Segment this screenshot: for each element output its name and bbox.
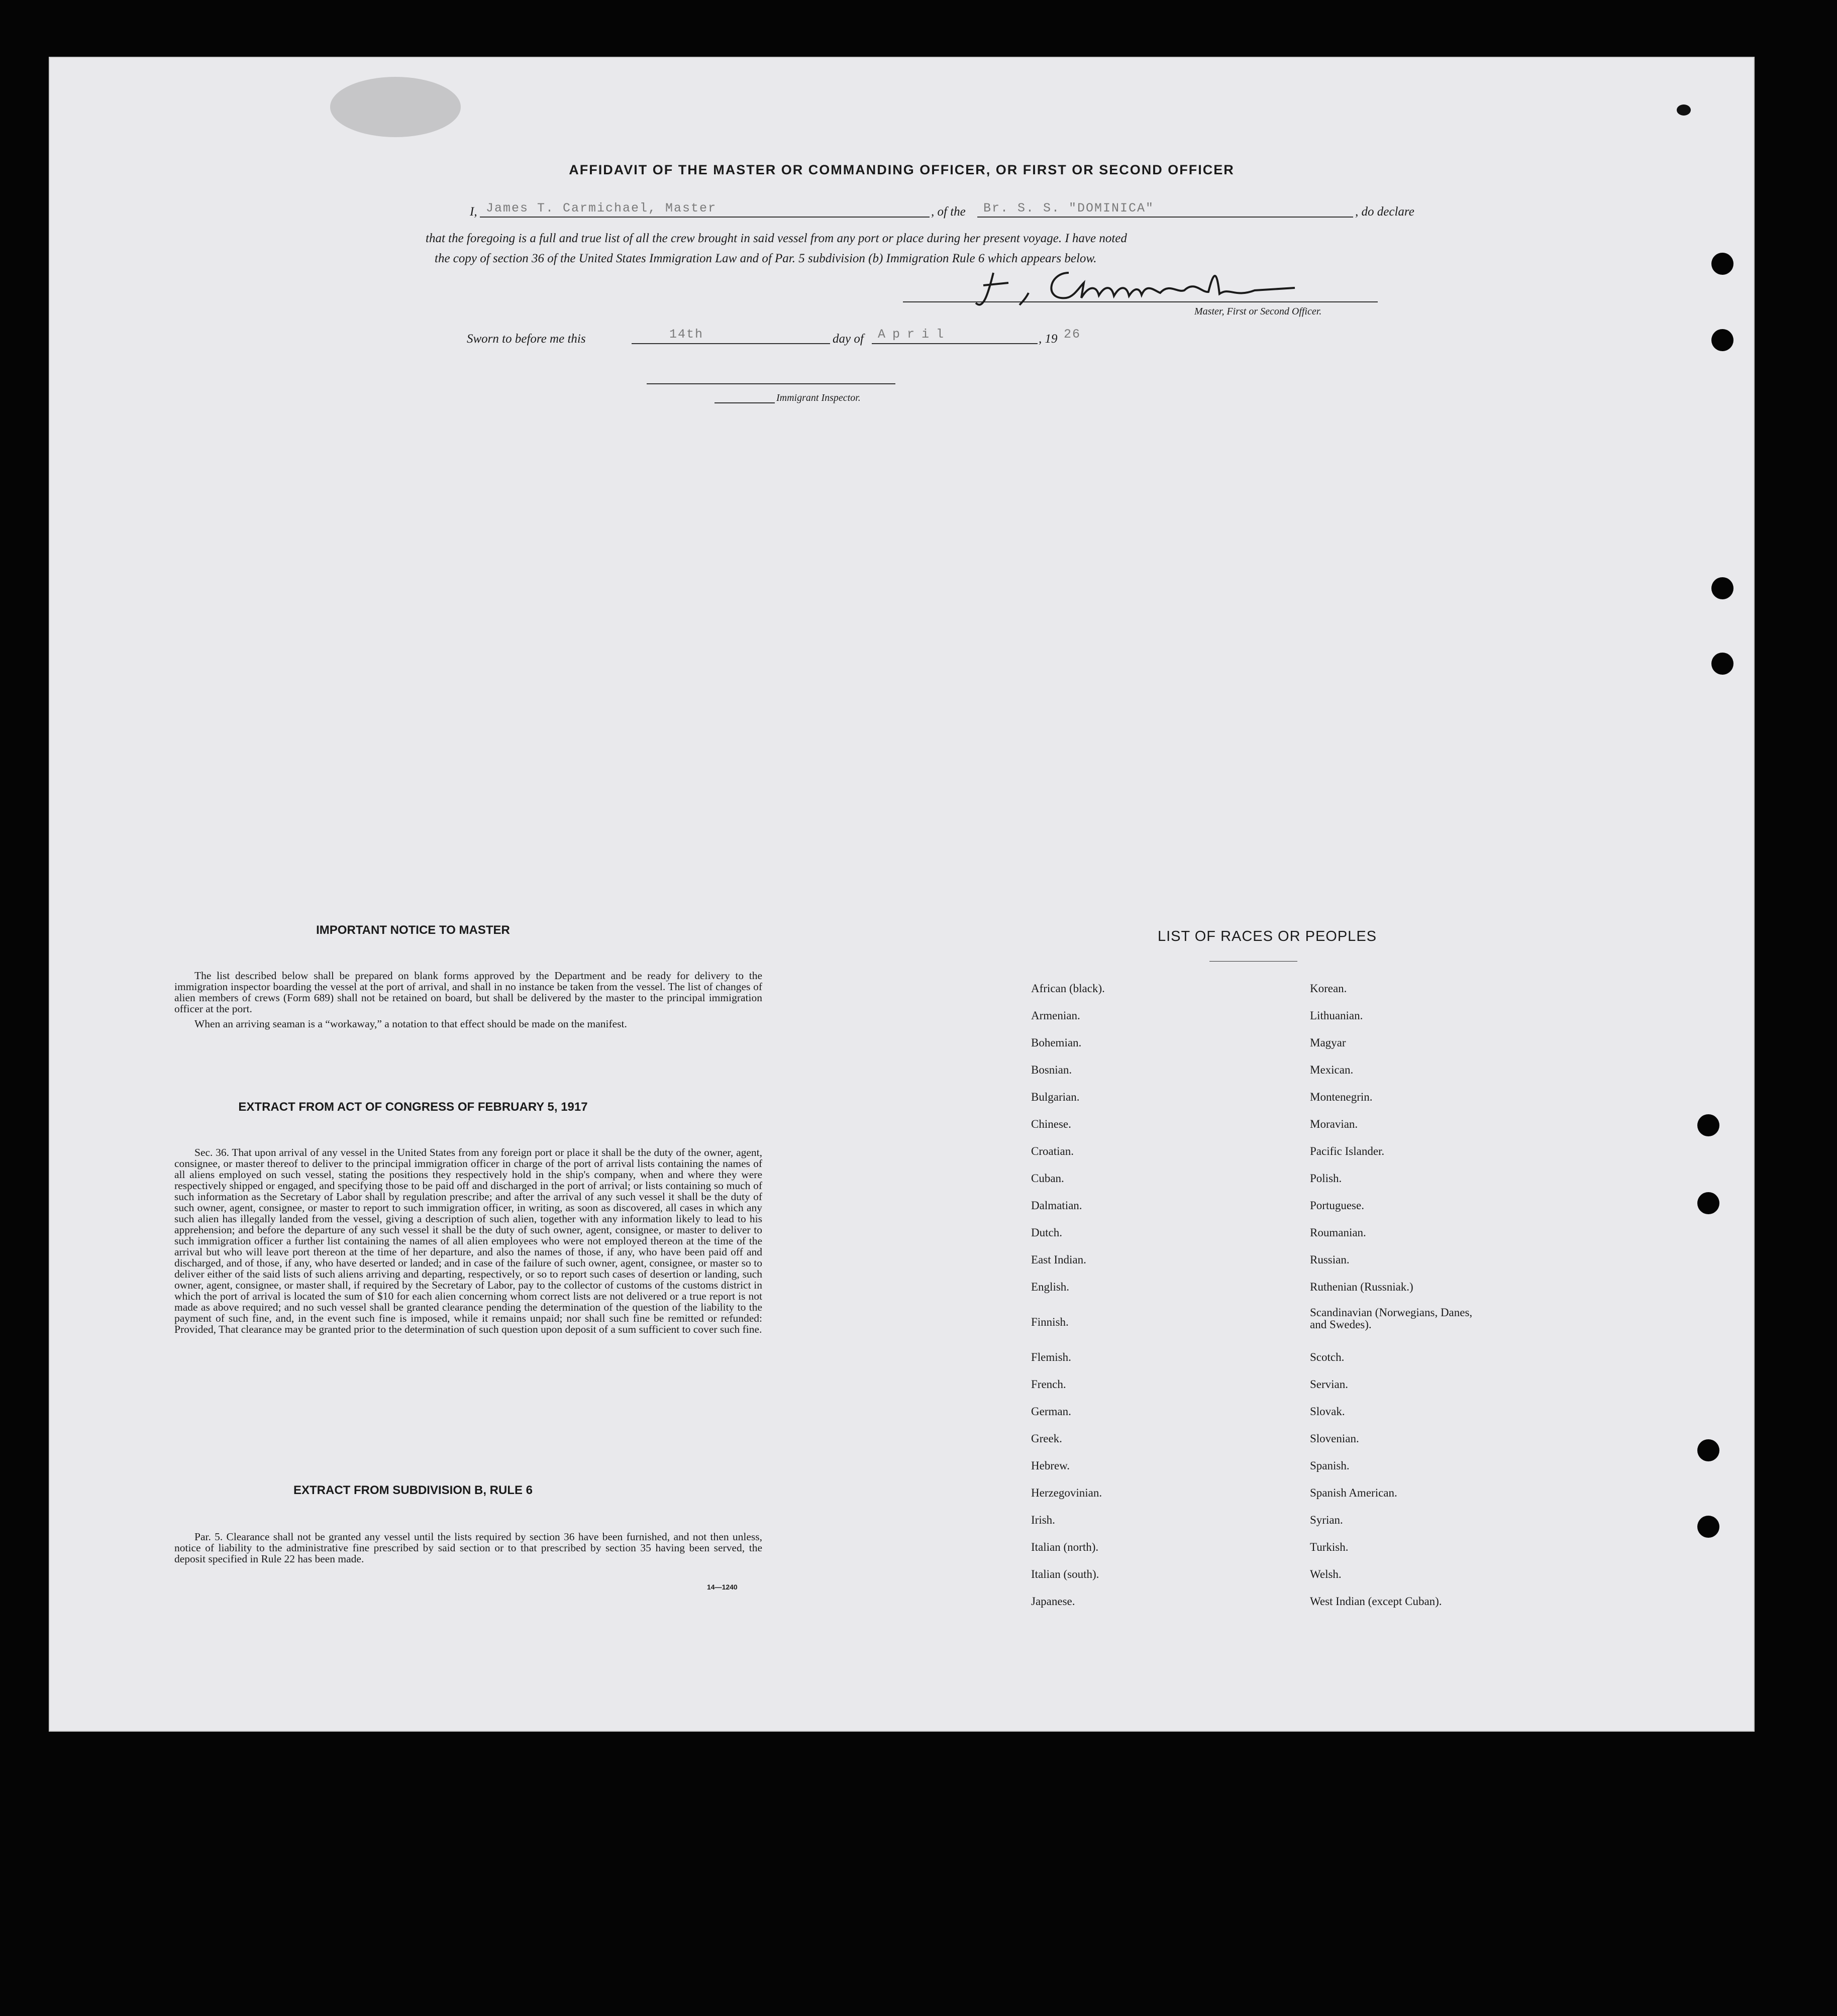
day-line	[632, 343, 830, 344]
do-declare-label: , do declare	[1355, 205, 1414, 219]
race-item: East Indian.	[1031, 1253, 1086, 1266]
race-item: Italian (south).	[1031, 1568, 1099, 1580]
form-number: 14—1240	[707, 1583, 738, 1591]
of-the-label: , of the	[931, 205, 966, 219]
race-item: Irish.	[1031, 1514, 1055, 1526]
affidavit-title: AFFIDAVIT OF THE MASTER OR COMMANDING OFFICER, OR FIRST OR SECOND OFFICER	[569, 162, 1235, 177]
notice-paragraph-1: The list described below shall be prepared on blank forms approved by the Department and be ready for delivery to the immigration inspector boarding the vessel at the port of arrival, and shall in no instance be taken from the vessel. The list of changes of alien members of crews (Form 689) shall not be retained on board, but shall be delivered by the master to the principal immigration officer at the port.	[174, 970, 762, 1015]
i-label: I,	[470, 205, 477, 219]
races-title: LIST OF RACES OR PEOPLES	[1157, 928, 1377, 944]
section-36-paragraph: Sec. 36. That upon arrival of any vessel in the United States from any foreign port or place it shall be the duty of the owner, agent, consignee, or master thereof to deliver to the principal immigration officer in charge of the port of arrival lists containing the names of all aliens employed on such vessel, stating the positions they respectively hold in the ship's company, when and where they were respectively shipped or engaged, and specifying those to be paid off and discharged in the port of arrival; or lists containing so much of such information as the Secretary of Labor shall by regulation prescribe; and after the arrival of any such vessel it shall be the duty of such owner, agent, consignee, or master to report to such immigration officer, in writing, as soon as discovered, all cases in which any such alien has illegally landed from the vessel, giving a description of such alien, together with any information likely to lead to his apprehension; and before the departure of any such vessel it shall be the duty of such owner, agent, consignee, or master to deliver to such immigration officer a further list containing the names of all alien employees who were not employed thereon at the time of the arrival but who will leave port thereon at the time of her departure, and also the names of those, if any, who have been paid off and discharged, and of those, if any, who have deserted or landed; and in case of the failure of such owner, agent, consignee, or master so to deliver either of the said lists of such aliens arriving and departing, respectively, or so to report such cases of desertion or landing, such owner, agent, consignee, or master shall, if required by the Secretary of Labor, pay to the collector of customs of the customs district in which the port of arrival is located the sum of $10 for each alien concerning whom correct lists are not delivered or a true report is not made as above required; and no such vessel shall be granted clearance pending the determination of the question of the liability to the payment of such fine, and, in the event such fine is imposed, while it remains unpaid; nor shall such fine be remitted or refunded: Provided, That clearance may be granted prior to the determination of such question upon deposit of a sum sufficient to cover such fine.	[174, 1146, 762, 1335]
punch-hole	[1697, 1439, 1719, 1461]
race-item: Servian.	[1310, 1378, 1349, 1391]
section-36-body	[174, 1147, 762, 1339]
race-item: French.	[1031, 1378, 1066, 1391]
race-item: Dalmatian.	[1031, 1199, 1082, 1212]
inspector-label: Immigrant Inspector.	[776, 392, 861, 403]
vessel-field[interactable]: Br. S. S. "DOMINICA"	[983, 201, 1155, 216]
par-5-paragraph: Par. 5. Clearance shall not be granted any vessel until the lists required by section 36 have been furnished, and not then unless, notice of liability to the administrative fine prescribed by said section or to that prescribed by section 35 having been served, the deposit specified in Rule 22 has been made.	[174, 1531, 762, 1565]
races-title-rule	[1209, 961, 1297, 962]
race-item: Finnish.	[1031, 1316, 1069, 1328]
race-item: Lithuanian.	[1310, 1009, 1363, 1022]
race-item: Welsh.	[1310, 1568, 1342, 1580]
affidavit-line-2: that the foregoing is a full and true list of all the crew brought in said vessel from any port or place during her present voyage. I have noted	[426, 232, 1127, 245]
race-item: Slovenian.	[1310, 1432, 1359, 1445]
race-item: Croatian.	[1031, 1145, 1074, 1157]
race-item: Scandinavian (Norwegians, Danes, and Swedes).	[1310, 1306, 1473, 1331]
race-item: Dutch.	[1031, 1226, 1062, 1239]
name-line	[480, 217, 930, 218]
race-item: Polish.	[1310, 1172, 1342, 1185]
ink-spot	[1677, 104, 1691, 116]
punch-hole	[1697, 1114, 1719, 1136]
month-line	[872, 343, 1038, 344]
punch-hole	[1697, 1516, 1719, 1538]
notice-paragraph-2: When an arriving seaman is a “workaway,” a notation to that effect should be made on the manifest.	[194, 1018, 627, 1030]
race-item: Bohemian.	[1031, 1036, 1082, 1049]
day-field[interactable]: 14th	[669, 327, 704, 342]
race-item: Spanish American.	[1310, 1487, 1397, 1499]
extract-rule-title: EXTRACT FROM SUBDIVISION B, RULE 6	[293, 1483, 533, 1497]
vessel-line	[977, 217, 1353, 218]
punch-hole	[1711, 653, 1733, 675]
punch-hole	[1711, 253, 1733, 275]
race-item: West Indian (except Cuban).	[1310, 1595, 1442, 1608]
notice-title: IMPORTANT NOTICE TO MASTER	[316, 923, 510, 937]
punch-hole	[1697, 1192, 1719, 1214]
race-item: Bulgarian.	[1031, 1091, 1080, 1103]
year-field[interactable]: 26	[1064, 327, 1081, 342]
notice-body	[174, 970, 762, 1033]
punch-hole	[1711, 329, 1733, 351]
race-item: Armenian.	[1031, 1009, 1080, 1022]
race-item: Japanese.	[1031, 1595, 1075, 1608]
stain	[330, 77, 461, 137]
race-item: Chinese.	[1031, 1118, 1071, 1130]
master-name-field[interactable]: James T. Carmichael, Master	[486, 201, 717, 216]
race-item: English.	[1031, 1281, 1070, 1293]
inspector-short-line	[715, 402, 775, 403]
race-item: Flemish.	[1031, 1351, 1071, 1363]
race-item: African (black).	[1031, 982, 1105, 995]
race-item: Scotch.	[1310, 1351, 1345, 1363]
race-item: Herzegovinian.	[1031, 1487, 1102, 1499]
race-item: Spanish.	[1310, 1459, 1350, 1472]
race-item: Ruthenian (Russniak.)	[1310, 1281, 1413, 1293]
race-item: Portuguese.	[1310, 1199, 1364, 1212]
race-item: Turkish.	[1310, 1541, 1349, 1553]
year-prefix: , 19	[1039, 332, 1058, 346]
par-5-body	[174, 1531, 762, 1568]
race-item: Korean.	[1310, 982, 1347, 995]
race-item: Cuban.	[1031, 1172, 1064, 1185]
signer-label: Master, First or Second Officer.	[1194, 306, 1322, 317]
extract-act-title: EXTRACT FROM ACT OF CONGRESS OF FEBRUARY 5, 1917	[238, 1100, 588, 1114]
sworn-label: Sworn to before me this	[467, 332, 586, 346]
race-item: German.	[1031, 1405, 1071, 1418]
day-of-label: day of	[833, 332, 864, 346]
punch-hole	[1711, 577, 1733, 599]
race-item: Greek.	[1031, 1432, 1062, 1445]
race-item: Russian.	[1310, 1253, 1350, 1266]
race-item: Hebrew.	[1031, 1459, 1070, 1472]
race-item: Bosnian.	[1031, 1064, 1072, 1076]
race-item: Slovak.	[1310, 1405, 1345, 1418]
race-item: Montenegrin.	[1310, 1091, 1373, 1103]
race-item: Mexican.	[1310, 1064, 1354, 1076]
affidavit-line-3: the copy of section 36 of the United States Immigration Law and of Par. 5 subdivision (b) Immigration Rule 6 which appears below.	[435, 252, 1097, 265]
month-field[interactable]: April	[878, 327, 951, 342]
race-item: Magyar	[1310, 1036, 1346, 1049]
race-item: Pacific Islander.	[1310, 1145, 1385, 1157]
race-item: Moravian.	[1310, 1118, 1358, 1130]
race-item: Italian (north).	[1031, 1541, 1099, 1553]
form-page	[49, 57, 1755, 1732]
race-item: Syrian.	[1310, 1514, 1343, 1526]
inspector-signature-line	[647, 383, 895, 384]
race-item: Roumanian.	[1310, 1226, 1366, 1239]
